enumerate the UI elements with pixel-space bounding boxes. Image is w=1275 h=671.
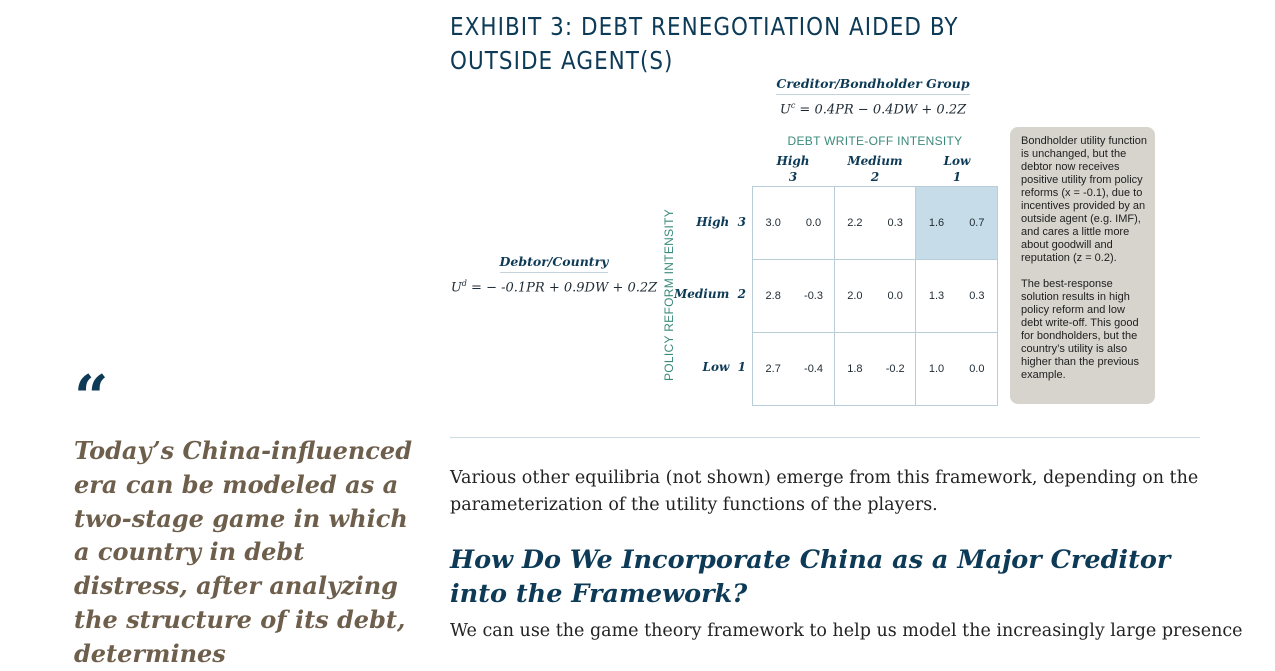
row-header-label: High [696,215,730,229]
debtor-payoff: 1.0 [928,363,945,375]
debtor-equation [450,279,658,295]
creditor-payoff: 0.0 [887,290,903,302]
debt-writeoff-axis-label: DEBT WRITE-OFF INTENSITY [787,134,963,148]
exhibit-title [450,10,983,78]
matrix-cell [753,260,835,333]
debtor-payoff: 2.7 [765,363,781,375]
matrix-cell [834,260,916,333]
column-header-label: Medium [847,154,903,168]
row-header-low [660,360,746,374]
creditor-payoff: 0.3 [887,217,903,229]
creditor-payoff: -0.2 [885,363,905,375]
section-heading: How Do We Incorporate China as a Major Creditor into the Framework? [450,545,1171,609]
row-header-number: 3 [737,215,746,229]
matrix-cell [834,333,916,406]
matrix-row-medium [753,260,998,333]
matrix-cell [916,333,998,406]
creditor-eq-base: U [779,102,791,118]
creditor-eq-sup: c [790,101,796,110]
column-header-number: 1 [952,170,962,184]
debtor-payoff: 2.2 [847,217,863,229]
column-header-label: High [776,154,810,168]
debtor-payoff: 1.6 [928,217,945,229]
body-paragraph-1: Various other equilibria (not shown) emerge from this framework, depending on the parameterization of the utility functions of the players. [450,468,1199,515]
creditor-eq-rest: = 0.4PR − 0.4DW + 0.2Z [795,102,967,118]
creditor-payoff: 0.7 [969,217,985,229]
column-header-medium [834,153,916,185]
pull-quote: Today’s China-influenced era can be modeled as a two-stage game in which a country in debt distress, after analyzing the structure of its debt, determines [74,436,412,668]
creditor-payoff: 0.0 [969,363,985,375]
column-header-low [916,153,998,185]
explanation-note [1010,127,1155,404]
row-header-high [660,215,746,229]
row-header-number: 1 [737,360,746,374]
row-header-medium [660,287,746,301]
policy-reform-axis-label: POLICY REFORM INTENSITY [662,208,676,382]
column-header-number: 2 [870,170,880,184]
creditor-payoff: 0.0 [805,217,822,229]
row-header-label: Low [702,360,730,374]
note-paragraph-2: The best-response solution results in high policy reform and low debt write-off. This good for bondholders, but the country’s utility is also higher than the previous example. [1021,278,1140,381]
debtor-eq-sup: d [461,279,467,288]
debtor-eq-base: U [450,280,462,296]
note-paragraph-1: Bondholder utility function is unchanged, but the debtor now receives positive utility from policy reforms (x = -0.1), due to incentives provided by an outside agent (e.g. IMF), and cares a little more about goodwill and reputation (z = 0.2). [1021,135,1147,264]
debtor-utility [450,251,658,295]
matrix-row-high [753,187,998,260]
body-paragraph-2: We can use the game theory framework to help us model the increasingly large presence [450,621,1243,641]
debtor-payoff: 2.8 [765,290,781,302]
section-divider [450,437,1200,438]
creditor-payoff: -0.3 [804,290,823,302]
matrix-row-low [753,333,998,406]
creditor-payoff: -0.4 [804,363,823,375]
creditor-payoff: 0.3 [969,290,985,302]
row-header-number: 2 [737,287,746,301]
creditor-utility [760,73,986,117]
matrix-cell [753,187,835,260]
debtor-payoff: 1.3 [928,290,945,302]
debtor-label: Debtor/Country [500,254,609,273]
matrix-cell [834,187,916,260]
debtor-payoff: 2.0 [847,290,863,302]
debtor-payoff: 3.0 [765,217,781,229]
creditor-equation [760,101,986,117]
matrix-cell-equilibrium [916,187,998,260]
row-header-label: Medium [673,287,730,301]
matrix-cell [916,260,998,333]
column-header-label: Low [943,154,971,168]
quote-mark-icon: “ [74,363,109,433]
debtor-eq-rest: = − -0.1PR + 0.9DW + 0.2Z [466,280,658,296]
column-header-high [752,153,834,185]
matrix-cell [753,333,835,406]
debtor-payoff: 1.8 [847,363,863,375]
payoff-matrix [752,186,998,406]
exhibit-title-line-1: EXHIBIT 3: DEBT RENEGOTIATION AIDED BY [450,12,959,41]
column-header-number: 3 [788,170,798,184]
creditor-label: Creditor/Bondholder Group [776,76,969,95]
exhibit-title-line-2: OUTSIDE AGENT(S) [450,46,674,75]
